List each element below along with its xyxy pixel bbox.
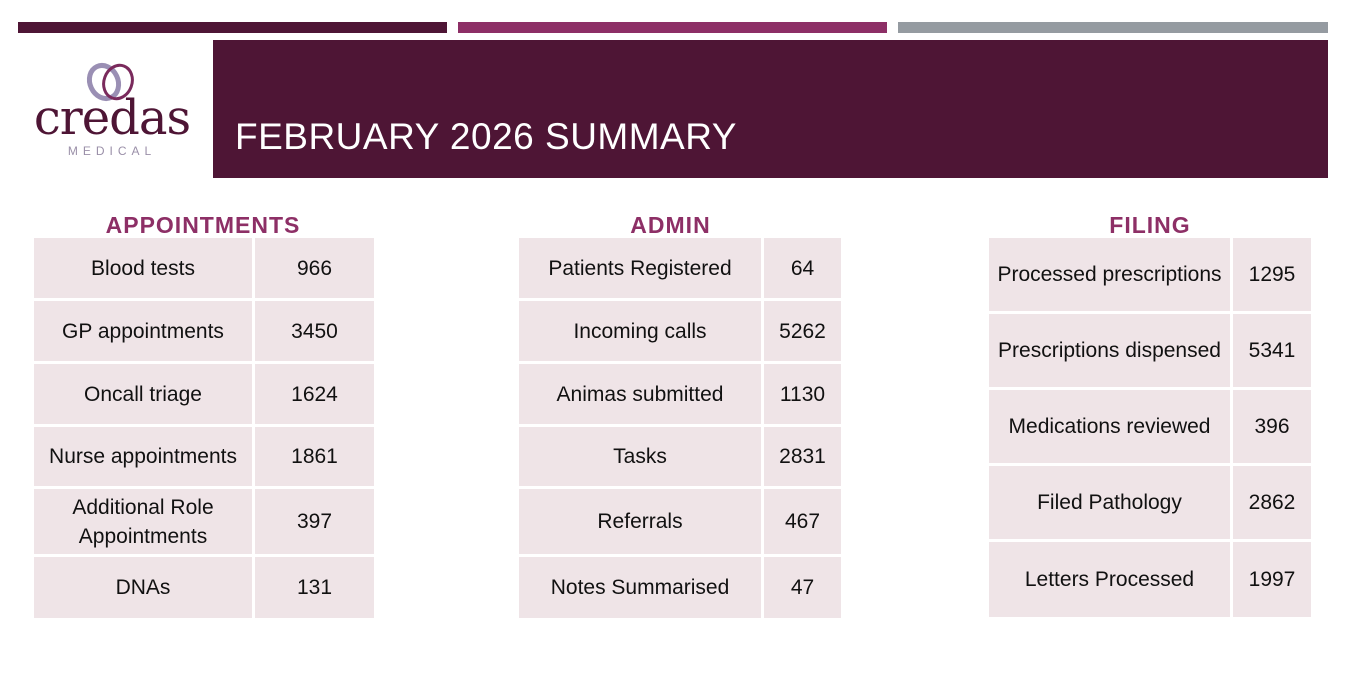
table-row bbox=[519, 557, 844, 621]
section-title-filing: FILING bbox=[1109, 212, 1191, 238]
row-label: Incoming calls bbox=[519, 301, 764, 364]
table-row bbox=[989, 390, 1314, 466]
row-label: Oncall triage bbox=[34, 364, 255, 427]
table-row bbox=[34, 238, 377, 301]
table-row bbox=[989, 314, 1314, 390]
accent-bar-grey bbox=[898, 22, 1328, 33]
accent-bar-magenta bbox=[458, 22, 887, 33]
logo-wordmark: credas bbox=[33, 90, 191, 146]
row-label: Prescriptions dispensed bbox=[989, 314, 1233, 390]
logo-subtitle: MEDICAL bbox=[67, 144, 157, 158]
row-value: 5341 bbox=[1233, 314, 1314, 390]
admin-table bbox=[519, 238, 844, 621]
row-label: Blood tests bbox=[34, 238, 255, 301]
filing-table bbox=[989, 238, 1314, 620]
table-row bbox=[519, 301, 844, 364]
row-label: GP appointments bbox=[34, 301, 255, 364]
row-value: 2831 bbox=[764, 427, 844, 489]
table-row bbox=[34, 427, 377, 489]
row-value: 467 bbox=[764, 489, 844, 557]
table-row bbox=[519, 489, 844, 557]
row-label: Nurse appointments bbox=[34, 427, 255, 489]
row-value: 1624 bbox=[255, 364, 377, 427]
row-label: Tasks bbox=[519, 427, 764, 489]
table-row bbox=[989, 238, 1314, 314]
accent-bar-dark bbox=[18, 22, 447, 33]
row-value: 3450 bbox=[255, 301, 377, 364]
table-row bbox=[989, 542, 1314, 620]
credas-logo bbox=[26, 58, 198, 166]
appointments-table bbox=[34, 238, 377, 621]
table-row bbox=[519, 364, 844, 427]
table-row bbox=[519, 238, 844, 301]
row-label: Filed Pathology bbox=[989, 466, 1233, 542]
row-label: Additional Role Appointments bbox=[34, 489, 255, 557]
row-value: 1861 bbox=[255, 427, 377, 489]
table-row bbox=[34, 364, 377, 427]
row-label: Animas submitted bbox=[519, 364, 764, 427]
table-row bbox=[34, 489, 377, 557]
row-value: 966 bbox=[255, 238, 377, 301]
table-row bbox=[34, 301, 377, 364]
section-title-appointments: APPOINTMENTS bbox=[105, 212, 301, 238]
row-value: 396 bbox=[1233, 390, 1314, 466]
row-value: 1997 bbox=[1233, 542, 1314, 620]
row-value: 1295 bbox=[1233, 238, 1314, 314]
section-title-admin: ADMIN bbox=[630, 212, 711, 238]
row-value: 2862 bbox=[1233, 466, 1314, 542]
table-row bbox=[989, 466, 1314, 542]
title-banner bbox=[213, 40, 1328, 178]
page-title: FEBRUARY 2026 SUMMARY bbox=[235, 116, 737, 157]
row-value: 47 bbox=[764, 557, 844, 621]
row-label: Letters Processed bbox=[989, 542, 1233, 620]
row-value: 1130 bbox=[764, 364, 844, 427]
row-label: Referrals bbox=[519, 489, 764, 557]
row-label: Processed prescriptions bbox=[989, 238, 1233, 314]
table-row bbox=[519, 427, 844, 489]
row-label: Patients Registered bbox=[519, 238, 764, 301]
row-value: 131 bbox=[255, 557, 377, 621]
row-value: 64 bbox=[764, 238, 844, 301]
row-value: 397 bbox=[255, 489, 377, 557]
row-label: DNAs bbox=[34, 557, 255, 621]
table-row bbox=[34, 557, 377, 621]
row-label: Medications reviewed bbox=[989, 390, 1233, 466]
row-value: 5262 bbox=[764, 301, 844, 364]
row-label: Notes Summarised bbox=[519, 557, 764, 621]
